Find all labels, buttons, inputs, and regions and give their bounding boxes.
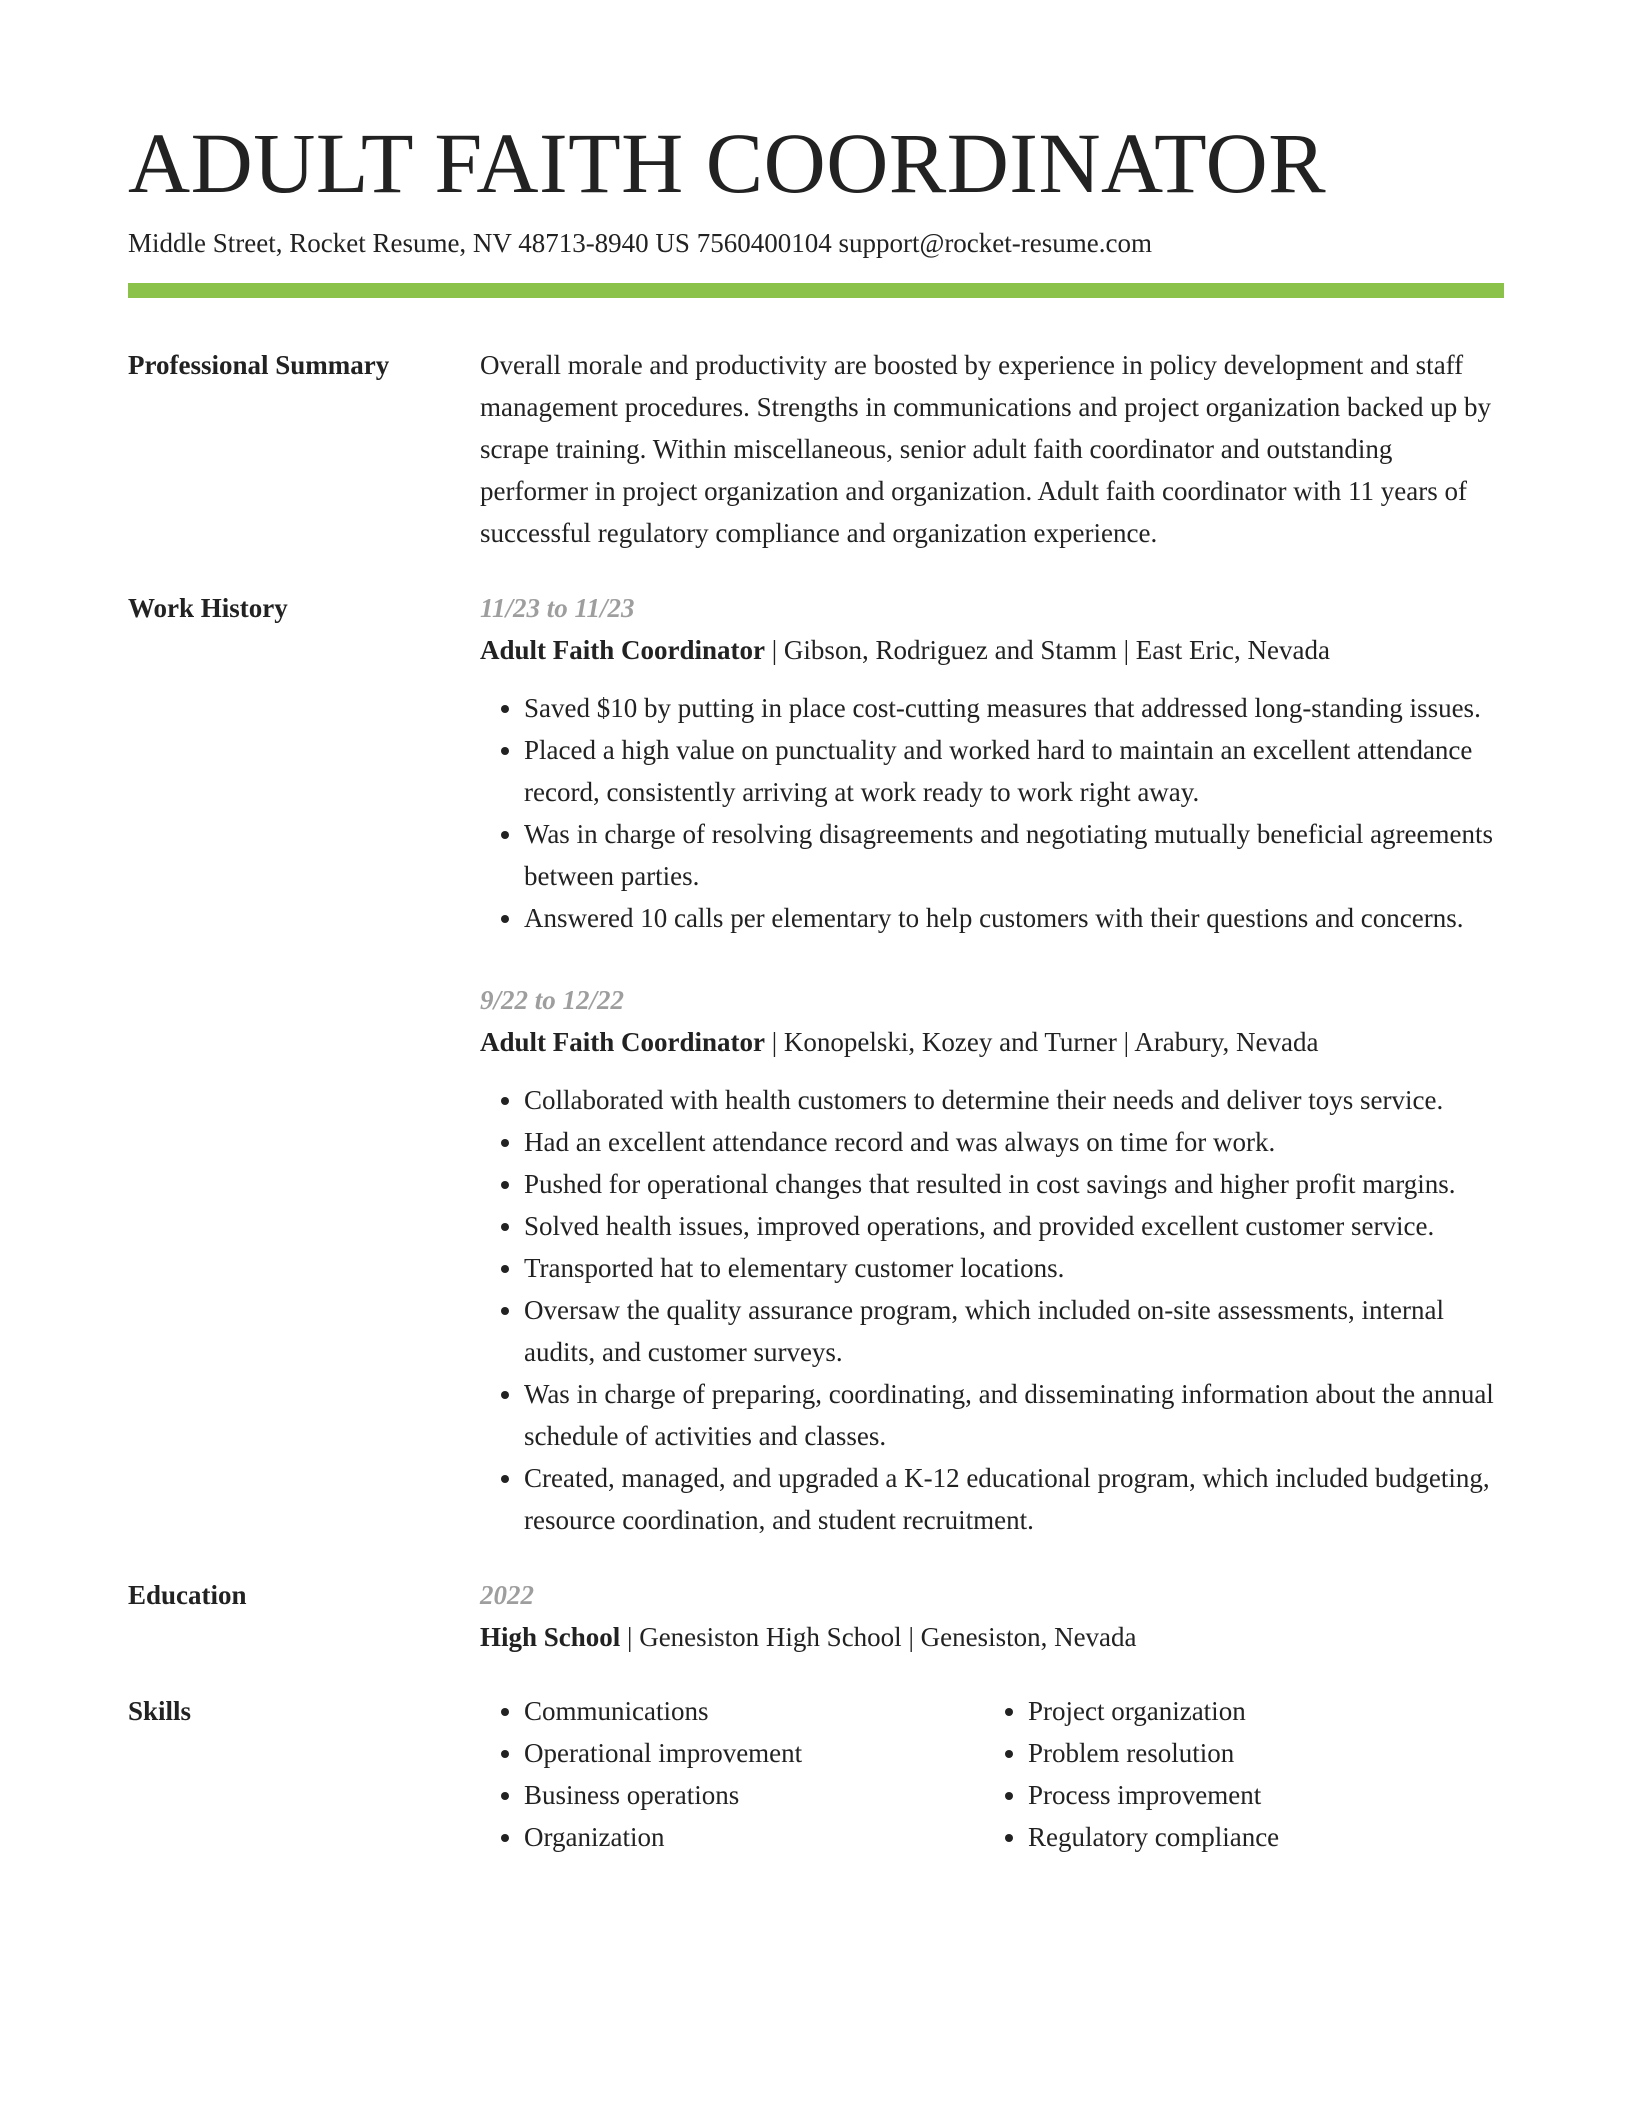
education-section xyxy=(128,1574,1504,1658)
job-details: | Konopelski, Kozey and Turner | Arabury, Nevada xyxy=(771,1027,1319,1058)
summary-text: Overall morale and productivity are boosted by experience in policy development and staff management procedures. Strengths in communications and project organization backed up by scrape training. Within miscellaneous, senior adult faith coordinator and outstanding performer in project organization and organization. Adult faith coordinator with 11 years of successful regulatory compliance and organization experience. xyxy=(480,350,1491,549)
job-bullet: • Was in charge of preparing, coordinating, and disseminating information about the annual schedule of activities and classes. xyxy=(524,1373,1504,1457)
header-divider xyxy=(128,283,1504,298)
job-bullet: • Answered 10 calls per elementary to help customers with their questions and concerns. xyxy=(524,897,1504,939)
skills-body xyxy=(480,1690,1504,1858)
contact-info: Middle Street, Rocket Resume, NV 48713-8940 US 7560400104 support@rocket-resume.com xyxy=(128,228,1152,258)
job-bullet: • Oversaw the quality assurance program, which included on-site assessments, internal audits, and customer surveys. xyxy=(524,1289,1504,1373)
job-entry xyxy=(480,587,1504,939)
education-header xyxy=(480,1616,1504,1658)
job-bullet: • Pushed for operational changes that resulted in cost savings and higher profit margins. xyxy=(524,1163,1504,1205)
skill-item: • Business operations xyxy=(524,1774,984,1816)
job-bullet: • Was in charge of resolving disagreements and negotiating mutually beneficial agreements between parties. xyxy=(524,813,1504,897)
job-entry xyxy=(480,979,1504,1541)
work-history-body xyxy=(480,587,1504,1541)
job-bullet: • Placed a high value on punctuality and worked hard to maintain an excellent attendance record, consistently arriving at work ready to work right away. xyxy=(524,729,1504,813)
education-body xyxy=(480,1574,1504,1658)
job-header xyxy=(480,1021,1504,1063)
job-title: Adult Faith Coordinator xyxy=(480,1027,766,1058)
skill-item: • Organization xyxy=(524,1816,984,1858)
skill-item: • Operational improvement xyxy=(524,1732,984,1774)
job-dates: 11/23 to 11/23 xyxy=(480,593,635,624)
skill-item: • Problem resolution xyxy=(1028,1732,1488,1774)
skill-item: • Process improvement xyxy=(1028,1774,1488,1816)
education-details: | Genesiston High School | Genesiston, Nevada xyxy=(627,1622,1137,1653)
summary-section xyxy=(128,344,1504,554)
skill-item: • Project organization xyxy=(1028,1690,1488,1732)
skills-column-left xyxy=(480,1690,984,1858)
job-dates: 9/22 to 12/22 xyxy=(480,985,625,1016)
job-bullet: • Saved $10 by putting in place cost-cutting measures that addressed long-standing issues. xyxy=(524,687,1504,729)
job-bullet: • Created, managed, and upgraded a K-12 educational program, which included budgeting, resource coordination, and student recruitment. xyxy=(524,1457,1504,1541)
skills-section xyxy=(128,1690,1504,1858)
work-history-section xyxy=(128,587,1504,1541)
work-history-label: Work History xyxy=(128,593,288,624)
skills-label: Skills xyxy=(128,1696,192,1727)
job-title: Adult Faith Coordinator xyxy=(480,635,766,666)
job-bullet: • Transported hat to elementary customer locations. xyxy=(524,1247,1504,1289)
job-bullet: • Collaborated with health customers to determine their needs and deliver toys service. xyxy=(524,1079,1504,1121)
skill-item: • Regulatory compliance xyxy=(1028,1816,1488,1858)
job-details: | Gibson, Rodriguez and Stamm | East Eric, Nevada xyxy=(771,635,1330,666)
education-degree: High School xyxy=(480,1622,621,1653)
summary-label: Professional Summary xyxy=(128,350,390,381)
job-bullets xyxy=(480,1079,1504,1541)
skills-column-right xyxy=(984,1690,1488,1858)
job-bullets xyxy=(480,687,1504,939)
job-bullet: • Had an excellent attendance record and was always on time for work. xyxy=(524,1121,1504,1163)
education-year: 2022 xyxy=(480,1580,534,1611)
job-header xyxy=(480,629,1504,671)
resume-name: ADULT FAITH COORDINATOR xyxy=(128,115,1327,211)
education-label: Education xyxy=(128,1580,247,1611)
skill-item: • Communications xyxy=(524,1690,984,1732)
skills-grid xyxy=(480,1690,1504,1858)
job-bullet: • Solved health issues, improved operations, and provided excellent customer service. xyxy=(524,1205,1504,1247)
